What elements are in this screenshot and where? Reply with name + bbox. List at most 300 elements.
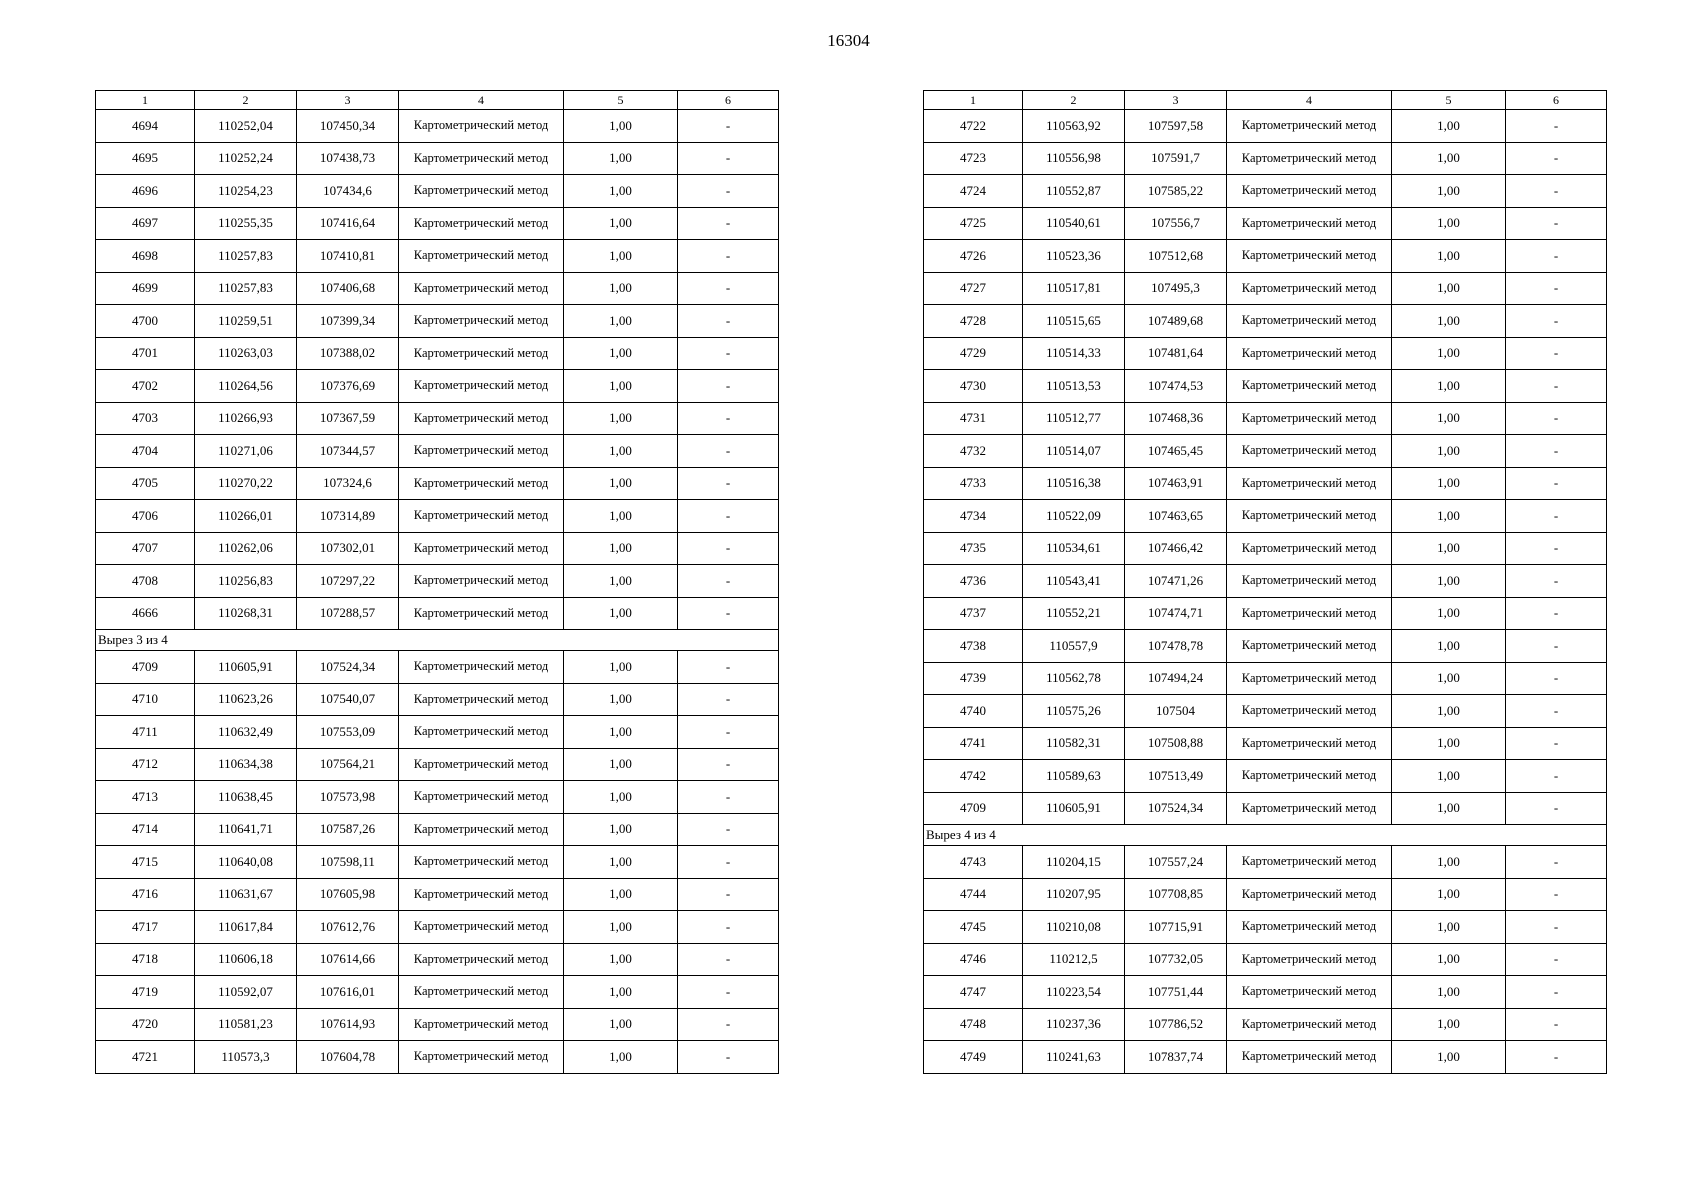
table-row <box>96 565 779 598</box>
table-cell: - <box>1506 760 1607 793</box>
table-row <box>924 597 1607 630</box>
table-cell: 110259,51 <box>195 305 297 338</box>
table-row <box>96 435 779 468</box>
table-cell: Картометрический метод <box>399 565 564 598</box>
table-cell: 107450,34 <box>297 110 399 143</box>
column-header: 2 <box>1023 91 1125 110</box>
table-row <box>96 943 779 976</box>
table-cell: 1,00 <box>564 500 678 533</box>
table-cell: - <box>678 911 779 944</box>
table-cell: 4721 <box>96 1041 195 1074</box>
table-cell: 107573,98 <box>297 781 399 814</box>
table-cell: - <box>678 1008 779 1041</box>
table-cell: 107463,65 <box>1125 500 1227 533</box>
table-cell: - <box>678 272 779 305</box>
table-cell: 107513,49 <box>1125 760 1227 793</box>
table-cell: - <box>1506 846 1607 879</box>
table-cell: 110212,5 <box>1023 943 1125 976</box>
coordinates-table-left <box>95 90 779 1074</box>
table-cell: 110552,87 <box>1023 175 1125 208</box>
table-cell: 1,00 <box>564 1008 678 1041</box>
table-cell: 107474,71 <box>1125 597 1227 630</box>
table-cell: 1,00 <box>1392 142 1506 175</box>
table-cell: 107591,7 <box>1125 142 1227 175</box>
table-cell: 4729 <box>924 337 1023 370</box>
table-cell: 1,00 <box>564 305 678 338</box>
table-cell: 107481,64 <box>1125 337 1227 370</box>
table-row <box>924 911 1607 944</box>
table-cell: 1,00 <box>564 272 678 305</box>
table-cell: 110516,38 <box>1023 467 1125 500</box>
table-cell: Картометрический метод <box>399 207 564 240</box>
table-cell: 110575,26 <box>1023 695 1125 728</box>
table-cell: 107376,69 <box>297 370 399 403</box>
table-cell: 4734 <box>924 500 1023 533</box>
table-cell: 4739 <box>924 662 1023 695</box>
table-cell: 107557,24 <box>1125 846 1227 879</box>
table-cell: 107598,11 <box>297 846 399 879</box>
table-cell: - <box>1506 911 1607 944</box>
table-row <box>924 305 1607 338</box>
table-cell: 110543,41 <box>1023 565 1125 598</box>
table-cell: - <box>678 435 779 468</box>
table-cell: - <box>1506 532 1607 565</box>
table-cell: 1,00 <box>1392 240 1506 273</box>
table-cell: Картометрический метод <box>1227 878 1392 911</box>
table-cell: 110557,9 <box>1023 630 1125 663</box>
table-cell: 4702 <box>96 370 195 403</box>
table-cell: 1,00 <box>564 1041 678 1074</box>
table-cell: 1,00 <box>564 240 678 273</box>
table-cell: Картометрический метод <box>1227 630 1392 663</box>
table-cell: - <box>1506 727 1607 760</box>
table-cell: - <box>1506 175 1607 208</box>
table-cell: 107410,81 <box>297 240 399 273</box>
table-cell: 110257,83 <box>195 272 297 305</box>
table-cell: 4709 <box>924 792 1023 825</box>
table-cell: 4712 <box>96 748 195 781</box>
table-cell: 1,00 <box>564 716 678 749</box>
table-cell: 1,00 <box>1392 370 1506 403</box>
table-cell: 4695 <box>96 142 195 175</box>
table-cell: Картометрический метод <box>399 500 564 533</box>
table-cell: 107438,73 <box>297 142 399 175</box>
table-cell: 1,00 <box>564 467 678 500</box>
section-row <box>924 825 1607 846</box>
table-cell: 110264,56 <box>195 370 297 403</box>
table-cell: Картометрический метод <box>399 240 564 273</box>
table-cell: Картометрический метод <box>399 1041 564 1074</box>
table-cell: 110522,09 <box>1023 500 1125 533</box>
table-cell: 110605,91 <box>195 651 297 684</box>
table-cell: Картометрический метод <box>399 597 564 630</box>
table-cell: Картометрический метод <box>399 813 564 846</box>
table-cell: 1,00 <box>564 175 678 208</box>
table-cell: - <box>1506 142 1607 175</box>
table-cell: 110252,24 <box>195 142 297 175</box>
page-number: 16304 <box>827 31 870 50</box>
table-cell: 110581,23 <box>195 1008 297 1041</box>
table-cell: 1,00 <box>1392 110 1506 143</box>
table-row <box>96 1008 779 1041</box>
table-cell: Картометрический метод <box>1227 597 1392 630</box>
table-cell: 107616,01 <box>297 976 399 1009</box>
table-cell: 110512,77 <box>1023 402 1125 435</box>
table-row <box>924 467 1607 500</box>
table-row <box>924 846 1607 879</box>
table-cell: - <box>1506 272 1607 305</box>
table-row <box>96 651 779 684</box>
table-row <box>96 207 779 240</box>
table-cell: 1,00 <box>564 435 678 468</box>
table-cell: 110641,71 <box>195 813 297 846</box>
table-cell: 110534,61 <box>1023 532 1125 565</box>
header-row <box>96 91 779 110</box>
table-cell: 107708,85 <box>1125 878 1227 911</box>
table-cell: Картометрический метод <box>399 532 564 565</box>
table-cell: 1,00 <box>564 683 678 716</box>
table-cell: - <box>678 1041 779 1074</box>
column-header: 4 <box>1227 91 1392 110</box>
table-cell: - <box>678 110 779 143</box>
table-cell: 107495,3 <box>1125 272 1227 305</box>
table-cell: 1,00 <box>564 651 678 684</box>
table-cell: 110257,83 <box>195 240 297 273</box>
table-cell: 1,00 <box>564 402 678 435</box>
table-cell: 107597,58 <box>1125 110 1227 143</box>
table-cell: 107504 <box>1125 695 1227 728</box>
table-cell: 4696 <box>96 175 195 208</box>
table-cell: 1,00 <box>564 597 678 630</box>
table-cell: - <box>1506 597 1607 630</box>
table-cell: 4738 <box>924 630 1023 663</box>
table-cell: Картометрический метод <box>1227 402 1392 435</box>
table-cell: - <box>678 142 779 175</box>
table-cell: Картометрический метод <box>1227 695 1392 728</box>
table-cell: 1,00 <box>564 813 678 846</box>
table-cell: 1,00 <box>1392 467 1506 500</box>
table-cell: 107837,74 <box>1125 1041 1227 1074</box>
table-row <box>96 175 779 208</box>
table-cell: 4748 <box>924 1008 1023 1041</box>
table-cell: Картометрический метод <box>1227 500 1392 533</box>
table-cell: 1,00 <box>1392 435 1506 468</box>
table-cell: 107302,01 <box>297 532 399 565</box>
table-cell: Картометрический метод <box>399 651 564 684</box>
table-cell: 1,00 <box>1392 695 1506 728</box>
table-row <box>924 760 1607 793</box>
table-row <box>924 500 1607 533</box>
table-cell: 1,00 <box>1392 846 1506 879</box>
table-cell: - <box>678 305 779 338</box>
table-cell: 4698 <box>96 240 195 273</box>
table-cell: Картометрический метод <box>399 683 564 716</box>
table-cell: 4715 <box>96 846 195 879</box>
table-cell: Картометрический метод <box>399 175 564 208</box>
table-row <box>96 781 779 814</box>
table-row <box>924 792 1607 825</box>
table-cell: 4709 <box>96 651 195 684</box>
table-cell: Картометрический метод <box>399 781 564 814</box>
table-cell: 1,00 <box>564 110 678 143</box>
table-cell: Картометрический метод <box>1227 1008 1392 1041</box>
table-row <box>96 402 779 435</box>
table-cell: 1,00 <box>564 976 678 1009</box>
table-row <box>924 175 1607 208</box>
table-cell: Картометрический метод <box>1227 240 1392 273</box>
table-cell: - <box>678 813 779 846</box>
table-cell: - <box>1506 565 1607 598</box>
table-row <box>924 142 1607 175</box>
table-cell: 107468,36 <box>1125 402 1227 435</box>
table-cell: 110523,36 <box>1023 240 1125 273</box>
table-cell: 107367,59 <box>297 402 399 435</box>
table-row <box>924 110 1607 143</box>
table-cell: 4700 <box>96 305 195 338</box>
table-cell: 1,00 <box>1392 943 1506 976</box>
table-cell: - <box>1506 878 1607 911</box>
table-cell: 110204,15 <box>1023 846 1125 879</box>
table-cell: Картометрический метод <box>399 467 564 500</box>
table-row <box>924 727 1607 760</box>
table-cell: - <box>1506 402 1607 435</box>
table-cell: Картометрический метод <box>1227 370 1392 403</box>
table-cell: 110207,95 <box>1023 878 1125 911</box>
table-cell: 107604,78 <box>297 1041 399 1074</box>
table-cell: Картометрический метод <box>399 1008 564 1041</box>
table-cell: Картометрический метод <box>1227 846 1392 879</box>
table-cell: Картометрический метод <box>399 748 564 781</box>
table-cell: 107344,57 <box>297 435 399 468</box>
table-cell: Картометрический метод <box>1227 305 1392 338</box>
table-cell: 1,00 <box>564 207 678 240</box>
table-cell: 110514,07 <box>1023 435 1125 468</box>
table-cell: Картометрический метод <box>1227 272 1392 305</box>
table-cell: 4735 <box>924 532 1023 565</box>
table-cell: - <box>678 467 779 500</box>
table-row <box>924 1008 1607 1041</box>
table-cell: 110582,31 <box>1023 727 1125 760</box>
table-cell: - <box>1506 207 1607 240</box>
table-cell: - <box>678 943 779 976</box>
table-cell: 4732 <box>924 435 1023 468</box>
table-cell: 1,00 <box>1392 792 1506 825</box>
table-row <box>924 976 1607 1009</box>
table-cell: 110210,08 <box>1023 911 1125 944</box>
table-row <box>96 305 779 338</box>
table-cell: 110256,83 <box>195 565 297 598</box>
table-cell: 4736 <box>924 565 1023 598</box>
table-cell: 4705 <box>96 467 195 500</box>
table-row <box>924 272 1607 305</box>
table-cell: 110223,54 <box>1023 976 1125 1009</box>
table-cell: 1,00 <box>1392 207 1506 240</box>
table-cell: Картометрический метод <box>1227 110 1392 143</box>
table-cell: 1,00 <box>564 781 678 814</box>
table-cell: 107732,05 <box>1125 943 1227 976</box>
table-cell: 110268,31 <box>195 597 297 630</box>
table-row <box>96 110 779 143</box>
table-cell: 4731 <box>924 402 1023 435</box>
table-cell: 107416,64 <box>297 207 399 240</box>
table-cell: 110573,3 <box>195 1041 297 1074</box>
table-cell: 110255,35 <box>195 207 297 240</box>
table-row <box>924 1041 1607 1074</box>
table-row <box>96 683 779 716</box>
table-cell: - <box>1506 370 1607 403</box>
table-cell: 1,00 <box>1392 337 1506 370</box>
table-row <box>924 695 1607 728</box>
column-header: 2 <box>195 91 297 110</box>
table-cell: 1,00 <box>564 337 678 370</box>
table-cell: 107540,07 <box>297 683 399 716</box>
table-cell: - <box>678 175 779 208</box>
table-row <box>924 630 1607 663</box>
table-cell: 4725 <box>924 207 1023 240</box>
table-cell: 1,00 <box>564 565 678 598</box>
section-label: Вырез 3 из 4 <box>96 630 779 651</box>
table-cell: 110263,03 <box>195 337 297 370</box>
table-row <box>96 846 779 879</box>
table-row <box>96 716 779 749</box>
table-cell: 1,00 <box>1392 760 1506 793</box>
table-cell: Картометрический метод <box>1227 565 1392 598</box>
table-cell: Картометрический метод <box>399 976 564 1009</box>
table-cell: - <box>1506 467 1607 500</box>
table-cell: - <box>1506 662 1607 695</box>
table-cell: 107494,24 <box>1125 662 1227 695</box>
column-header: 6 <box>1506 91 1607 110</box>
table-cell: 4713 <box>96 781 195 814</box>
table-cell: 110606,18 <box>195 943 297 976</box>
table-row <box>96 813 779 846</box>
table-cell: 4706 <box>96 500 195 533</box>
table-cell: - <box>1506 435 1607 468</box>
table-cell: - <box>1506 695 1607 728</box>
table-row <box>96 1041 779 1074</box>
table-cell: 107297,22 <box>297 565 399 598</box>
table-cell: 110556,98 <box>1023 142 1125 175</box>
table-row <box>924 878 1607 911</box>
table-cell: 4744 <box>924 878 1023 911</box>
table-cell: Картометрический метод <box>1227 532 1392 565</box>
column-header: 1 <box>924 91 1023 110</box>
column-header: 4 <box>399 91 564 110</box>
column-header: 3 <box>1125 91 1227 110</box>
table-row <box>96 748 779 781</box>
header-row <box>924 91 1607 110</box>
table-cell: 107388,02 <box>297 337 399 370</box>
table-cell: 1,00 <box>564 142 678 175</box>
table-cell: 107612,76 <box>297 911 399 944</box>
table-cell: - <box>678 716 779 749</box>
table-cell: Картометрический метод <box>1227 467 1392 500</box>
table-cell: 1,00 <box>564 748 678 781</box>
table-cell: - <box>678 748 779 781</box>
table-cell: Картометрический метод <box>399 370 564 403</box>
table-cell: Картометрический метод <box>1227 1041 1392 1074</box>
table-cell: 1,00 <box>564 911 678 944</box>
table-cell: 4747 <box>924 976 1023 1009</box>
table-row <box>924 565 1607 598</box>
table-row <box>96 337 779 370</box>
table-cell: 4743 <box>924 846 1023 879</box>
table-cell: 4745 <box>924 911 1023 944</box>
table-row <box>924 402 1607 435</box>
table-cell: 107786,52 <box>1125 1008 1227 1041</box>
table-cell: - <box>1506 630 1607 663</box>
table-row <box>924 943 1607 976</box>
table-cell: 4694 <box>96 110 195 143</box>
table-cell: 110632,49 <box>195 716 297 749</box>
table-cell: Картометрический метод <box>399 943 564 976</box>
table-cell: 107751,44 <box>1125 976 1227 1009</box>
table-cell: Картометрический метод <box>399 878 564 911</box>
table-cell: 1,00 <box>1392 272 1506 305</box>
table-cell: 1,00 <box>564 370 678 403</box>
table-cell: - <box>1506 240 1607 273</box>
table-cell: Картометрический метод <box>1227 943 1392 976</box>
table-cell: 110634,38 <box>195 748 297 781</box>
table-cell: 4714 <box>96 813 195 846</box>
table-cell: - <box>1506 500 1607 533</box>
table-row <box>96 370 779 403</box>
table-cell: 4708 <box>96 565 195 598</box>
table-cell: 4727 <box>924 272 1023 305</box>
table-cell: 110640,08 <box>195 846 297 879</box>
table-cell: 1,00 <box>1392 630 1506 663</box>
table-cell: Картометрический метод <box>399 110 564 143</box>
table-cell: 110270,22 <box>195 467 297 500</box>
table-row <box>96 500 779 533</box>
table-cell: 4730 <box>924 370 1023 403</box>
table-cell: - <box>678 240 779 273</box>
table-cell: 107478,78 <box>1125 630 1227 663</box>
column-header: 5 <box>564 91 678 110</box>
table-cell: Картометрический метод <box>1227 435 1392 468</box>
table-cell: - <box>678 370 779 403</box>
table-cell: - <box>1506 337 1607 370</box>
column-header: 6 <box>678 91 779 110</box>
table-cell: 1,00 <box>1392 976 1506 1009</box>
table-cell: 1,00 <box>564 532 678 565</box>
table-cell: Картометрический метод <box>399 846 564 879</box>
table-cell: Картометрический метод <box>399 435 564 468</box>
table-cell: 1,00 <box>1392 1008 1506 1041</box>
table-cell: 4718 <box>96 943 195 976</box>
table-cell: 110552,21 <box>1023 597 1125 630</box>
table-cell: 4699 <box>96 272 195 305</box>
table-cell: 107524,34 <box>1125 792 1227 825</box>
table-cell: 1,00 <box>1392 175 1506 208</box>
table-cell: - <box>1506 943 1607 976</box>
column-header: 3 <box>297 91 399 110</box>
table-cell: 107553,09 <box>297 716 399 749</box>
table-cell: - <box>678 781 779 814</box>
table-cell: - <box>678 565 779 598</box>
table-cell: 110589,63 <box>1023 760 1125 793</box>
table-cell: Картометрический метод <box>1227 337 1392 370</box>
table-cell: 107465,45 <box>1125 435 1227 468</box>
table-cell: 110623,26 <box>195 683 297 716</box>
table-cell: 4710 <box>96 683 195 716</box>
table-cell: 1,00 <box>564 846 678 879</box>
table-cell: 107314,89 <box>297 500 399 533</box>
table-cell: 107324,6 <box>297 467 399 500</box>
table-cell: 107406,68 <box>297 272 399 305</box>
table-cell: 4719 <box>96 976 195 1009</box>
table-cell: 107288,57 <box>297 597 399 630</box>
